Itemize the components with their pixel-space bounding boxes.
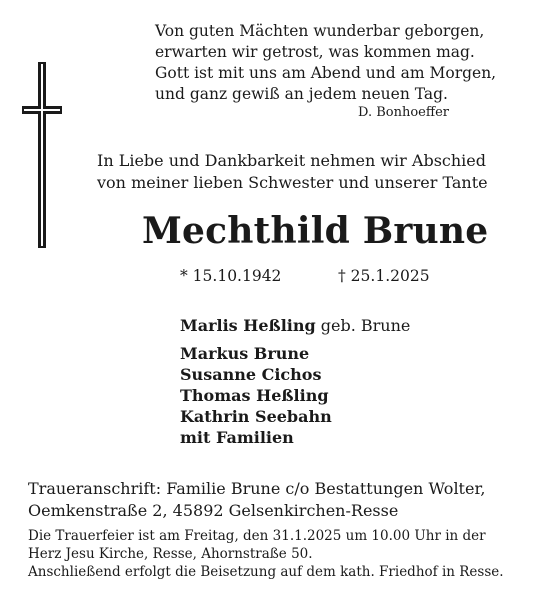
cross-icon [22, 62, 62, 252]
deceased-name: Mechthild Brune [142, 210, 489, 252]
mourner-primary [180, 316, 410, 335]
intro-line: von meiner lieben Schwester und unserer Tante [97, 173, 488, 192]
intro-line: In Liebe und Dankbarkeit nehmen wir Abschied [97, 151, 487, 170]
mourner-name: Markus Brune [180, 344, 310, 363]
address-line: Oemkenstraße 2, 45892 Gelsenkirchen-Resse [28, 501, 399, 520]
service-info-line: Anschließend erfolgt die Beisetzung auf dem kath. Friedhof in Resse. [28, 564, 504, 580]
address-line: Traueranschrift: Familie Brune c/o Bestattungen Wolter, [28, 479, 486, 498]
death-date: † 25.1.2025 [338, 267, 430, 285]
mourner-primary-name: Marlis Heßling [180, 316, 316, 335]
mourner-name: Kathrin Seebahn [180, 407, 332, 426]
mourner-primary-suffix: geb. Brune [315, 316, 411, 335]
service-info-line: Die Trauerfeier ist am Freitag, den 31.1.2025 um 10.00 Uhr in der [28, 528, 486, 544]
mourner-name: Thomas Heßling [180, 386, 329, 405]
quote-line: Von guten Mächten wunderbar geborgen, [155, 22, 485, 40]
quote-line: erwarten wir getrost, was kommen mag. [155, 43, 475, 61]
mourner-name: Susanne Cichos [180, 365, 322, 384]
quote-line: und ganz gewiß an jedem neuen Tag. [155, 85, 448, 103]
mourner-name: mit Familien [180, 428, 294, 447]
service-info-line: Herz Jesu Kirche, Resse, Ahornstraße 50. [28, 546, 313, 562]
birth-date: * 15.10.1942 [180, 267, 282, 285]
quote-line: Gott ist mit uns am Abend und am Morgen, [155, 64, 497, 82]
quote-author: D. Bonhoeffer [358, 105, 450, 120]
